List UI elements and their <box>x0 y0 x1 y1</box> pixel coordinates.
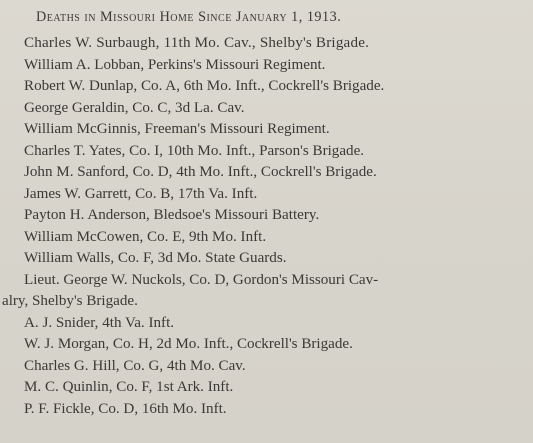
death-entry-continuation: alry, Shelby's Brigade. <box>2 293 138 309</box>
death-entry: William McCowen, Co. E, 9th Mo. Inft. <box>24 228 267 245</box>
deaths-list <box>2 33 521 420</box>
death-entry: Charles W. Surbaugh, 11th Mo. Cav., Shelby's Brigade. <box>24 35 370 51</box>
death-entry: James W. Garrett, Co. B, 17th Va. Inft. <box>24 185 258 202</box>
death-entry: William Walls, Co. F, 3d Mo. State Guards. <box>24 250 287 266</box>
death-entry: Charles G. Hill, Co. G, 4th Mo. Cav. <box>24 357 246 374</box>
death-entry: John M. Sanford, Co. D, 4th Mo. Inft., Cockrell's Brigade. <box>24 164 377 180</box>
death-entry: Charles T. Yates, Co. I, 10th Mo. Inft., Parson's Brigade. <box>24 142 365 159</box>
section-heading: Deaths in Missouri Home Since January 1, 1913. <box>36 9 342 25</box>
death-entry: W. J. Morgan, Co. H, 2d Mo. Inft., Cockrell's Brigade. <box>24 336 353 352</box>
death-entry: M. C. Quinlin, Co. F, 1st Ark. Inft. <box>24 379 234 395</box>
death-entry: Payton H. Anderson, Bledsoe's Missouri Battery. <box>24 207 320 223</box>
death-entry: William McGinnis, Freeman's Missouri Regiment. <box>24 121 330 137</box>
death-entry: A. J. Snider, 4th Va. Inft. <box>24 314 175 331</box>
death-entry: P. F. Fickle, Co. D, 16th Mo. Inft. <box>24 400 227 417</box>
death-entry: Lieut. George W. Nuckols, Co. D, Gordon's Missouri Cav- <box>24 271 379 288</box>
death-entry: George Geraldin, Co. C, 3d La. Cav. <box>24 99 245 116</box>
death-entry: Robert W. Dunlap, Co. A, 6th Mo. Inft., Cockrell's Brigade. <box>24 78 385 94</box>
death-entry: William A. Lobban, Perkins's Missouri Regiment. <box>24 56 326 73</box>
